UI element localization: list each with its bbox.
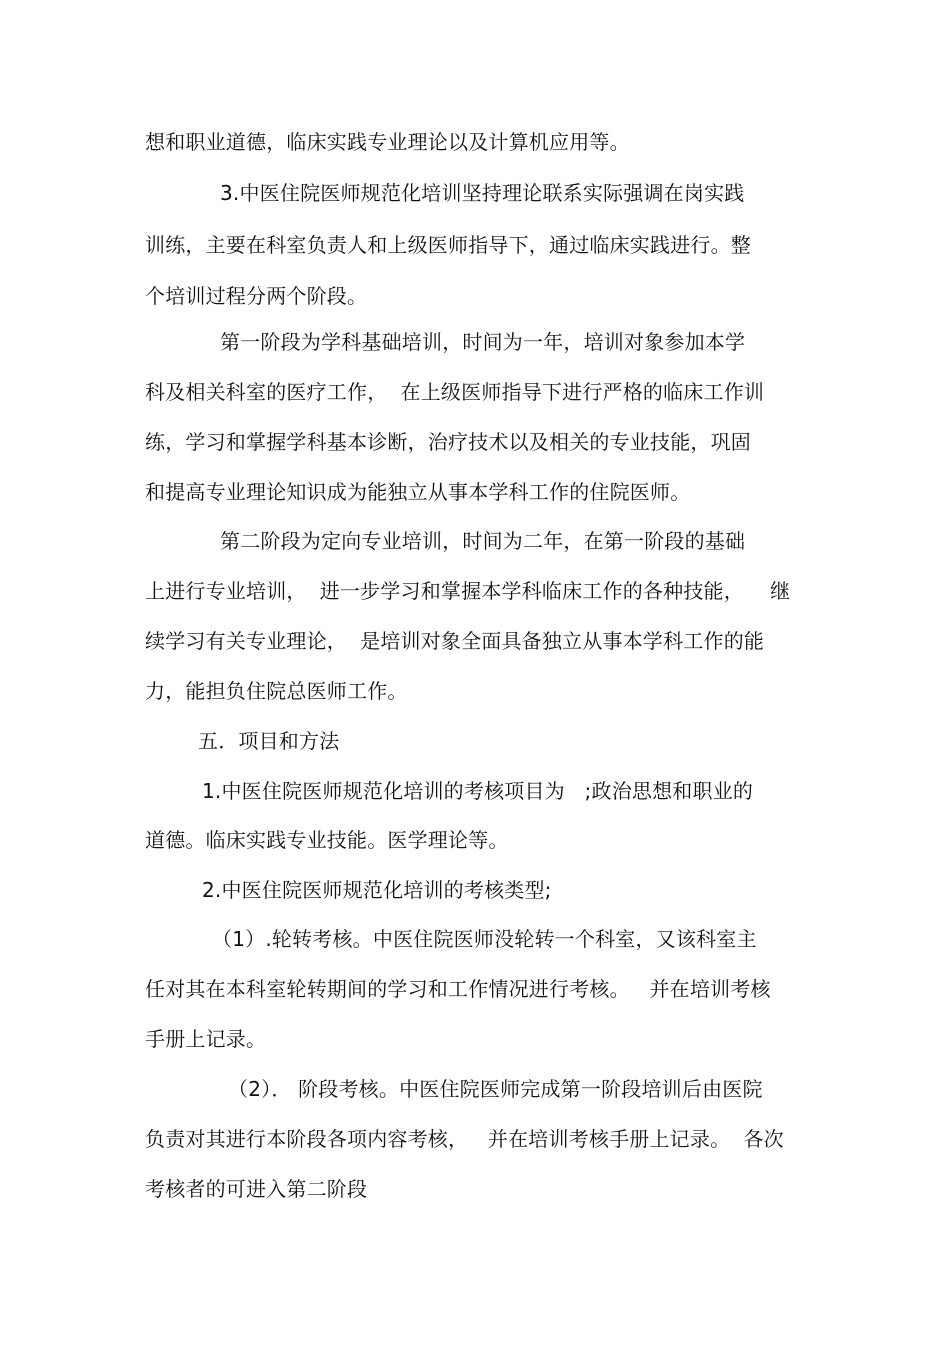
text-line: 2.中医住院医师规范化培训的考核类型; xyxy=(202,878,552,902)
text-line: 3.中医住院医师规范化培训坚持理论联系实际强调在岗实践 xyxy=(220,181,745,205)
text-line: 和提高专业理论知识成为能独立从事本学科工作的住院医师。 xyxy=(145,480,691,504)
text-line: 力，能担负住院总医师工作。 xyxy=(145,679,408,703)
text-line: 想和职业道德，临床实践专业理论以及计算机应用等。 xyxy=(145,130,630,154)
section-heading: 五．项目和方法 xyxy=(198,729,340,753)
text-line: 考核者的可进入第二阶段 xyxy=(145,1177,368,1201)
text-line: 任对其在本科室轮转期间的学习和工作情况进行考核。 并在培训考核 xyxy=(145,977,771,1001)
text-line: 科及相关科室的医疗工作， 在上级医师指导下进行严格的临床工作训 xyxy=(145,380,765,404)
text-line: 练，学习和掌握学科基本诊断，治疗技术以及相关的专业技能，巩固 xyxy=(145,430,751,454)
text-line: 上进行专业培训， 进一步学习和掌握本学科临床工作的各种技能， 继 xyxy=(145,579,791,603)
text-line: 第二阶段为定向专业培训，时间为二年，在第一阶段的基础 xyxy=(220,529,746,553)
text-line: （1）.轮转考核。中医住院医师没轮转一个科室，又该科室主 xyxy=(212,927,757,951)
text-line: 个培训过程分两个阶段。 xyxy=(145,284,368,308)
text-line: （2）． 阶段考核。中医住院医师完成第一阶段培训后由医院 xyxy=(228,1077,763,1101)
text-line: 续学习有关专业理论， 是培训对象全面具备独立从事本学科工作的能 xyxy=(145,629,765,653)
text-line: 道德。临床实践专业技能。医学理论等。 xyxy=(145,828,509,852)
text-line: 手册上记录。 xyxy=(145,1027,267,1051)
text-line: 训练，主要在科室负责人和上级医师指导下，通过临床实践进行。整 xyxy=(145,233,751,257)
text-line: 第一阶段为学科基础培训，时间为一年，培训对象参加本学 xyxy=(220,330,746,354)
text-line: 1.中医住院医师规范化培训的考核项目为 ;政治思想和职业的 xyxy=(202,779,754,803)
text-line: 负责对其进行本阶段各项内容考核， 并在培训考核手册上记录。 各次 xyxy=(145,1127,784,1151)
